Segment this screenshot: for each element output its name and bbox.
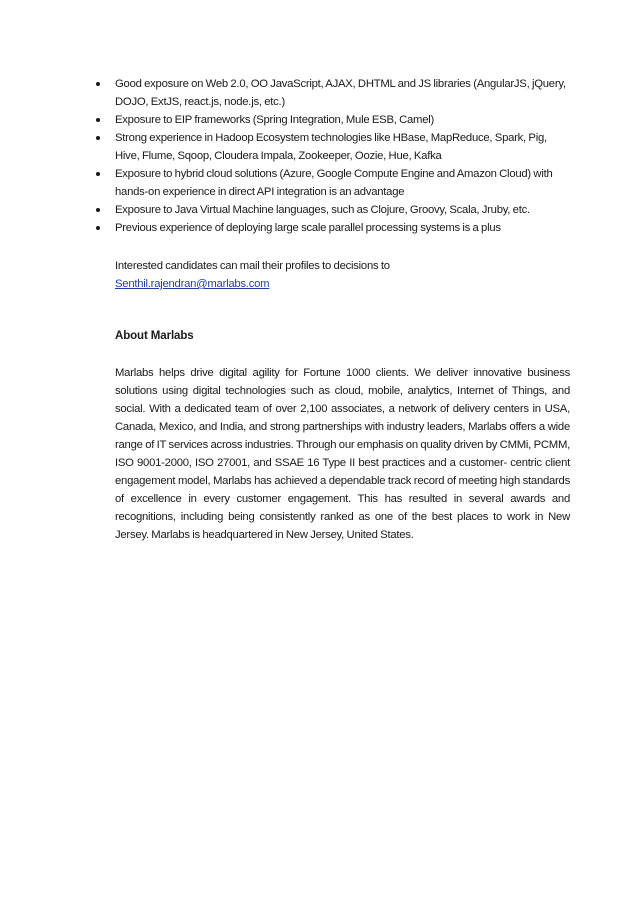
list-item bbox=[92, 129, 572, 165]
list-item bbox=[92, 165, 572, 201]
bullet-icon bbox=[96, 136, 100, 140]
requirements-list bbox=[92, 75, 572, 237]
list-item bbox=[92, 75, 572, 111]
list-item bbox=[92, 219, 572, 237]
list-item bbox=[92, 111, 572, 129]
bullet-icon bbox=[96, 172, 100, 176]
list-item-text: Exposure to Java Virtual Machine languages, such as Clojure, Groovy, Scala, Jruby, etc. bbox=[115, 204, 530, 216]
list-item-text: Exposure to EIP frameworks (Spring Integration, Mule ESB, Camel) bbox=[115, 114, 435, 126]
list-item-text: Good exposure on Web 2.0, OO JavaScript, AJAX, DHTML and JS libraries (AngularJS, jQuery, DOJO, ExtJS, react.js, node.js, etc.) bbox=[115, 78, 566, 108]
email-link[interactable]: Senthil.rajendran@marlabs.com bbox=[115, 278, 270, 290]
list-item-text: Exposure to hybrid cloud solutions (Azure, Google Compute Engine and Amazon Cloud) with hands-on experience in direct API integration is an advantage bbox=[115, 168, 553, 198]
bullet-icon bbox=[96, 226, 100, 230]
contact-paragraph bbox=[115, 257, 570, 293]
list-item bbox=[92, 201, 572, 219]
list-item-text: Strong experience in Hadoop Ecosystem technologies like HBase, MapReduce, Spark, Pig, Hive, Flume, Sqoop, Cloudera Impala, Zookeeper, Oozie, Hue, Kafka bbox=[115, 132, 547, 162]
bullet-icon bbox=[96, 82, 100, 86]
bullet-icon bbox=[96, 208, 100, 212]
about-paragraph: Marlabs helps drive digital agility for Fortune 1000 clients. We deliver innovative business solutions using digital technologies such as cloud, mobile, analytics, Internet of Things, and social. With a dedicated team of over 2,100 associates, a network of delivery centers in USA, Canada, Mexico, and India, and strong partnerships with industry leaders, Marlabs offers a wide range of IT services across industries. Through our emphasis on quality driven by CMMi, PCMM, ISO 9001-2000, ISO 27001, and SSAE 16 Type II best practices and a customer- centric client engagement model, Marlabs has achieved a dependable track record of meeting high standards of excellence in every customer engagement. This has resulted in several awards and recognitions, including being consistently ranked as one of the best places to work in New Jersey. Marlabs is headquartered in New Jersey, United States. bbox=[115, 367, 570, 541]
contact-text: Interested candidates can mail their profiles to decisions to bbox=[115, 260, 390, 272]
about-heading: About Marlabs bbox=[115, 330, 194, 342]
bullet-icon bbox=[96, 118, 100, 122]
list-item-text: Previous experience of deploying large scale parallel processing systems is a plus bbox=[115, 222, 501, 234]
